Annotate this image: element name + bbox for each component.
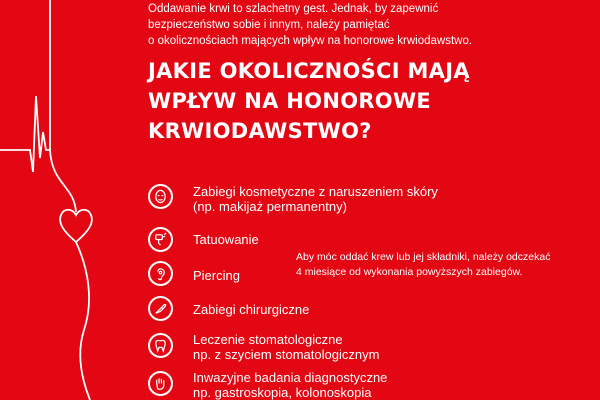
item-sublabel: np. gastroskopia, kolonoskopia <box>193 385 372 400</box>
note-line-1: Aby móc oddać krew lub jej składniki, należy odczekać <box>296 251 551 263</box>
waiting-period-note <box>296 250 596 279</box>
item-label: Leczenie stomatologiczne <box>193 332 343 347</box>
intro-line-3: o okolicznościach mających wpływ na honorowe krwiodawstwo. <box>148 35 473 47</box>
page-title <box>148 56 568 146</box>
intro-line-2: bezpieczeństwo sobie i innym, należy pamiętać <box>148 19 390 31</box>
scalpel-icon <box>148 296 173 321</box>
item-label: Zabiegi chirurgiczne <box>193 302 310 317</box>
item-sublabel: (np. makijaż permanentny) <box>193 199 347 214</box>
heartbeat-line-decoration <box>0 0 150 400</box>
list-item-dental <box>148 333 379 362</box>
list-item-piercing <box>148 261 240 286</box>
title-line-1: JAKIE OKOLICZNOŚCI MAJĄ <box>148 59 470 83</box>
item-label: Inwazyjne badania diagnostyczne <box>193 370 388 385</box>
title-line-2: WPŁYW NA HONOROWE <box>148 89 432 113</box>
item-label: Zabiegi kosmetyczne z naruszeniem skóry <box>193 184 438 199</box>
note-line-2: 4 miesiące od wykonania powyższych zabiegów. <box>296 265 523 278</box>
item-label: Piercing <box>193 268 240 283</box>
list-item-tattoo <box>148 227 259 252</box>
intro-text <box>148 1 568 49</box>
list-item-diagnostics <box>148 371 387 400</box>
list-item-surgery <box>148 296 309 321</box>
title-line-3: KRWIODAWSTWO? <box>148 119 372 143</box>
tattoo-machine-icon <box>148 227 173 252</box>
ear-piercing-icon <box>148 261 173 286</box>
tooth-icon <box>148 333 173 358</box>
list-item-cosmetic <box>148 184 438 214</box>
hand-icon <box>148 371 173 396</box>
face-makeup-icon <box>148 184 173 209</box>
heart-icon <box>60 210 92 242</box>
item-label: Tatuowanie <box>193 232 259 247</box>
intro-line-1: Oddawanie krwi to szlachetny gest. Jednak, by zapewnić <box>148 3 439 15</box>
item-sublabel: np. z szyciem stomatologicznym <box>193 347 380 362</box>
